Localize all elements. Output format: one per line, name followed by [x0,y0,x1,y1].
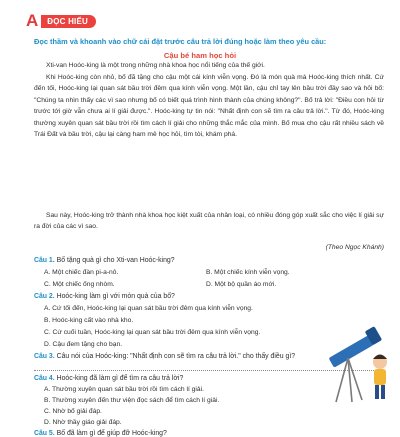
section-label: ĐỌC HIỂU [41,15,96,28]
q4-option-a[interactable]: A. Thường xuyên quan sát bầu trời rồi tìm cách lí giải. [44,386,204,393]
question-text: Bố tặng quà gì cho Xti-van Hoóc-king? [56,257,175,264]
q1-option-a[interactable]: A. Một chiếc đàn pi-a-nô. [44,269,119,276]
question-4 [34,375,183,382]
question-2 [34,293,175,300]
story-paragraph-2: Khi Hoóc-king còn nhỏ, bố đã tặng cho cậu một cái kính viễn vọng. Đó là món quà mà Hoóc-king thích nhất. Cứ đến tối, Hoóc-king lại quan sát bầu trời đêm qua kính viễn vọng. Một lần, cậu chỉ tay lên bầu trời đầy sao và hỏi bố: "Chúng ta nhìn thấy các vì sao nhưng bố có biết quá trình hình thành của chúng không?". Bố trả lời: "Điều con hỏi từ trước tới giờ vẫn chưa ai lí giải được.". Hoóc-king tự tin nói: "Nhất định con sẽ tìm ra câu trả lời.". Từ đó, Hoóc-king thường xuyên quan sát bầu trời rồi tìm cách lí giải cho những thắc mắc của mình. Bố mua cho cậu rất nhiều sách về Trái Đất và bầu trời, cậu lại càng ham mê học hỏi, tìm tòi, khám phá. [34,74,384,139]
instruction-text: Đọc thầm và khoanh vào chữ cái đặt trước câu trả lời đúng hoặc làm theo yêu cầu: [34,37,327,46]
q4-option-d[interactable]: D. Nhờ thầy giáo giải đáp. [44,419,122,426]
story-paragraph-3: Sau này, Hoóc-king trở thành nhà khoa học kiệt xuất của nhân loại, có nhiều đóng góp xuất sắc cho việc lí giải sự ra đời của các vì sao. [34,212,384,231]
q1-option-c[interactable]: C. Một chiếc ống nhòm. [44,281,115,288]
question-text: Hoóc-king đã làm gì để tìm ra câu trả lời? [56,375,184,382]
question-text: Hoóc-king làm gì với món quà của bố? [56,293,175,300]
telescope-boy-illustration [318,324,400,404]
boy-icon [373,355,387,400]
q1-option-b[interactable]: B. Một chiếc kính viễn vọng. [206,269,290,276]
question-text: Câu nói của Hoóc-king: "Nhất định con sẽ tìm ra câu trả lời." cho thấy điều gì? [56,353,296,360]
question-number: Câu 1. [34,257,55,264]
q4-option-b[interactable]: B. Thường xuyên đến thư viện đọc sách để tìm cách lí giải. [44,397,220,404]
question-3 [34,353,295,360]
story-paragraph-1: Xti-van Hoóc-king là một trong những nhà khoa học nổi tiếng của thế giới. [46,62,265,69]
question-text: Bố đã làm gì để giúp đỡ Hoóc-king? [56,430,167,437]
question-number: Câu 2. [34,293,55,300]
q2-option-b[interactable]: B. Hoóc-king cất vào nhà kho. [44,317,134,324]
section-letter: A [26,11,39,30]
question-number: Câu 5. [34,430,55,437]
question-number: Câu 3. [34,353,55,360]
q4-option-c[interactable]: C. Nhờ bố giải đáp. [44,408,102,415]
q2-option-c[interactable]: C. Cứ cuối tuần, Hoóc-king lại quan sát bầu trời đêm qua kính viễn vọng. [44,329,261,336]
question-number: Câu 4. [34,375,55,382]
question-1 [34,257,175,264]
question-5 [34,430,167,437]
q1-option-d[interactable]: D. Một bộ quần áo mới. [206,281,277,288]
section-header [26,13,96,29]
story-author: (Theo Ngọc Khánh) [325,244,384,251]
q2-option-d[interactable]: D. Cậu đem tặng cho bạn. [44,341,123,348]
story-title: Cậu bé ham học hỏi [163,51,237,60]
q2-option-a[interactable]: A. Cứ tối đến, Hoóc-king lại quan sát bầu trời đêm qua kính viễn vọng. [44,305,253,312]
